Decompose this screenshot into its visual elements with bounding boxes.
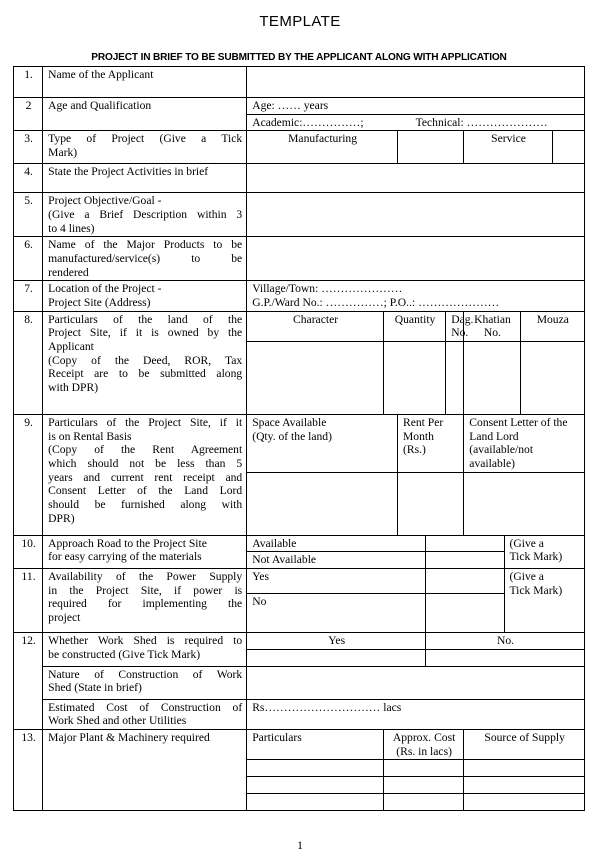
row-label (43, 311, 247, 414)
row-label-line: Project Site (Address) (48, 296, 151, 310)
cell-source-of-supply-value[interactable] (464, 794, 585, 811)
option-no-label: No (247, 594, 426, 633)
row-label (43, 237, 247, 281)
cell-source-of-supply-value[interactable] (464, 760, 585, 777)
table-row (14, 237, 585, 281)
row-label-line: Estimated Cost of Construction of (48, 700, 243, 714)
table-row (14, 98, 585, 115)
row-label-line: Nature of Construction of Work (48, 667, 243, 681)
row-label: Name of the Applicant (43, 67, 247, 98)
table-row (14, 415, 585, 473)
row-label-line: Name of the Major Products to be (48, 238, 243, 252)
option-workshed-no-tick-box[interactable] (426, 649, 585, 666)
column-header-particulars: Particulars (247, 730, 384, 760)
row-number: 12. (14, 633, 43, 730)
row-label (43, 633, 247, 667)
row-label-line: Type of Project (Give a Tick (48, 132, 243, 146)
answer-field-name-of-applicant[interactable] (247, 67, 585, 98)
project-brief-form-table (13, 66, 585, 811)
row-label-line: Receipt are to be submitted along (48, 367, 243, 381)
row-label (43, 193, 247, 237)
row-label (43, 569, 247, 633)
row-number: 6. (14, 237, 43, 281)
option-not-available-label: Not Available (247, 552, 426, 569)
row-number: 11. (14, 569, 43, 633)
row-label (43, 699, 247, 729)
row-number: 7. (14, 281, 43, 311)
row-label-line: to 4 lines) (48, 221, 95, 235)
row-number: 5. (14, 193, 43, 237)
row-label-line: project (48, 611, 81, 625)
answer-field-major-products[interactable] (247, 237, 585, 281)
option-workshed-no-label: No. (426, 633, 585, 650)
academic-field[interactable]: Academic:……………; (252, 115, 364, 129)
option-available-label: Available (247, 535, 426, 552)
answer-field-project-objective[interactable] (247, 193, 585, 237)
gp-ward-po-field[interactable]: G.P./Ward No.: ……………; P.O..: ………………… (252, 296, 500, 310)
row-label-line: Availability of the Power Supply (48, 570, 243, 584)
tick-mark-note (504, 535, 585, 568)
table-row (14, 311, 585, 341)
row-label-line: Applicant (48, 340, 94, 354)
cell-source-of-supply-value[interactable] (464, 777, 585, 794)
column-header-source-of-supply: Source of Supply (464, 730, 585, 760)
column-header-line: (Qty. of the land) (252, 429, 332, 443)
column-header-approx-cost (383, 730, 463, 760)
option-workshed-yes-label: Yes (247, 633, 426, 650)
column-header-dag-no: Dag. No. (446, 311, 464, 341)
row-label (43, 415, 247, 536)
row-label-line: Particulars of the Project Site, if it (48, 416, 243, 430)
row-label-line: DPR) (48, 511, 75, 525)
tick-mark-note (504, 569, 585, 633)
row-label-line: Location of the Project - (48, 282, 162, 296)
option-yes-tick-box[interactable] (426, 569, 504, 594)
cell-approx-cost-value[interactable] (383, 760, 463, 777)
row-label-line: is on Rental Basis (48, 429, 132, 443)
row-label-line: manufactured/service(s) to be (48, 252, 243, 266)
answer-field-age[interactable]: Age: …… years (247, 98, 585, 115)
row-number: 3. (14, 131, 43, 164)
row-label-line: (Copy of the Deed, ROR, Tax (48, 353, 243, 367)
cell-approx-cost-value[interactable] (383, 794, 463, 811)
option-not-available-tick-box[interactable] (426, 552, 504, 569)
column-header-quantity: Quantity (383, 311, 445, 341)
cell-rent-per-month-value[interactable] (397, 472, 463, 535)
column-header-line: Rent Per (402, 416, 444, 430)
option-yes-label: Yes (247, 569, 426, 594)
row-label-line: Approach Road to the Project Site (48, 536, 207, 550)
row-number: 2 (14, 98, 43, 131)
village-town-field[interactable]: Village/Town: ………………… (252, 282, 403, 296)
column-header-line: Land Lord (469, 429, 519, 443)
tick-mark-note-line: (Give a (509, 536, 544, 550)
row-number: 4. (14, 164, 43, 193)
cell-dag-no-value[interactable] (446, 342, 464, 415)
row-label (43, 535, 247, 568)
cell-character-value[interactable] (247, 342, 384, 415)
option-available-tick-box[interactable] (426, 535, 504, 552)
row-label-line: Consent Letter of the Land Lord (48, 484, 243, 498)
row-label-line: be constructed (Give Tick Mark) (48, 647, 201, 661)
column-header-consent-letter (464, 415, 585, 473)
column-header-character: Character (247, 311, 384, 341)
cell-khatian-no-value[interactable] (464, 342, 520, 415)
row-label-line: which should not be less than 5 (48, 457, 243, 471)
answer-field-qualification[interactable] (247, 114, 585, 131)
row-label-line: Project Site, if it is owned by the (48, 326, 243, 340)
row-label-line: (Copy of the Rent Agreement (48, 443, 243, 457)
table-row (14, 193, 585, 237)
row-number: 10. (14, 535, 43, 568)
row-label-line: Whether Work Shed is required to (48, 634, 243, 648)
option-manufacturing-tick-box[interactable] (397, 131, 463, 164)
option-service-tick-box[interactable] (552, 131, 584, 164)
column-header-line: Month (402, 429, 434, 443)
table-row (14, 569, 585, 594)
row-label (43, 281, 247, 311)
row-label-line: Work Shed and other Utilities (48, 714, 187, 728)
row-number: 9. (14, 415, 43, 536)
answer-field-project-activities[interactable] (247, 164, 585, 193)
row-number: 13. (14, 730, 43, 811)
cell-space-available-value[interactable] (247, 472, 398, 535)
row-label: State the Project Activities in brief (43, 164, 247, 193)
answer-field-project-location[interactable] (247, 281, 585, 311)
column-header-line: Approx. Cost (392, 731, 456, 745)
row-label-line: Shed (State in brief) (48, 681, 142, 695)
column-header-line: Consent Letter of the (469, 416, 568, 430)
option-no-tick-box[interactable] (426, 594, 504, 633)
row-label-line: (Give a Brief Description within 3 (48, 208, 243, 222)
cell-consent-letter-value[interactable] (464, 472, 585, 535)
answer-field-estimated-cost[interactable]: Rs………………………… lacs (247, 699, 585, 729)
column-header-line: available) (469, 457, 515, 471)
option-service-label: Service (464, 131, 552, 164)
cell-particulars-value[interactable] (247, 760, 384, 777)
table-row (14, 131, 585, 164)
tick-mark-note-line: Tick Mark) (509, 550, 563, 564)
row-label-line: Particulars of the land of the (48, 312, 243, 326)
cell-particulars-value[interactable] (247, 794, 384, 811)
row-label-line: Mark) (48, 146, 78, 160)
table-row (14, 164, 585, 193)
row-label-line: rendered (48, 265, 89, 279)
cell-approx-cost-value[interactable] (383, 777, 463, 794)
table-row (14, 67, 585, 98)
table-row (14, 730, 585, 760)
row-number: 8. (14, 311, 43, 414)
page-number: 1 (297, 838, 303, 853)
column-header-mouza: Mouza (520, 311, 584, 341)
answer-field-nature-of-construction[interactable] (247, 666, 585, 699)
row-label-line: in the Project Site, if power is (48, 583, 243, 597)
column-header-rent-per-month (397, 415, 463, 473)
cell-particulars-value[interactable] (247, 777, 384, 794)
row-label: Age and Qualification (43, 98, 247, 131)
row-label: Major Plant & Machinery required (43, 730, 247, 811)
option-workshed-yes-tick-box[interactable] (247, 649, 426, 666)
row-number: 1. (14, 67, 43, 98)
row-label-line: Project Objective/Goal - (48, 194, 162, 208)
technical-field[interactable]: Technical: ………………… (415, 115, 548, 129)
row-label-line: should be furnished along with (48, 498, 243, 512)
row-label (43, 131, 247, 164)
table-row (14, 633, 585, 650)
column-header-line: Space Available (252, 416, 327, 430)
row-label (43, 666, 247, 699)
column-header-line: (available/not (469, 443, 534, 457)
cell-quantity-value[interactable] (383, 342, 445, 415)
table-row (14, 281, 585, 311)
row-label-line: years and current rent receipt and (48, 470, 243, 484)
tick-mark-note-line: Tick Mark) (509, 583, 563, 597)
column-header-khatian-no: Khatian No. (464, 311, 520, 341)
table-row (14, 535, 585, 552)
row-label-line: with DPR) (48, 381, 99, 395)
column-header-line: (Rs. in lacs) (396, 744, 452, 758)
column-header-space-available (247, 415, 398, 473)
page-title: TEMPLATE (259, 13, 341, 30)
row-label-line: required for implementing the (48, 597, 243, 611)
option-manufacturing-label: Manufacturing (247, 131, 398, 164)
form-heading: PROJECT IN BRIEF TO BE SUBMITTED BY THE APPLICANT ALONG WITH APPLICATION (91, 52, 507, 63)
tick-mark-note-line: (Give a (509, 570, 544, 584)
cell-mouza-value[interactable] (520, 342, 584, 415)
row-label-line: for easy carrying of the materials (48, 550, 202, 564)
column-header-line: (Rs.) (402, 443, 426, 457)
